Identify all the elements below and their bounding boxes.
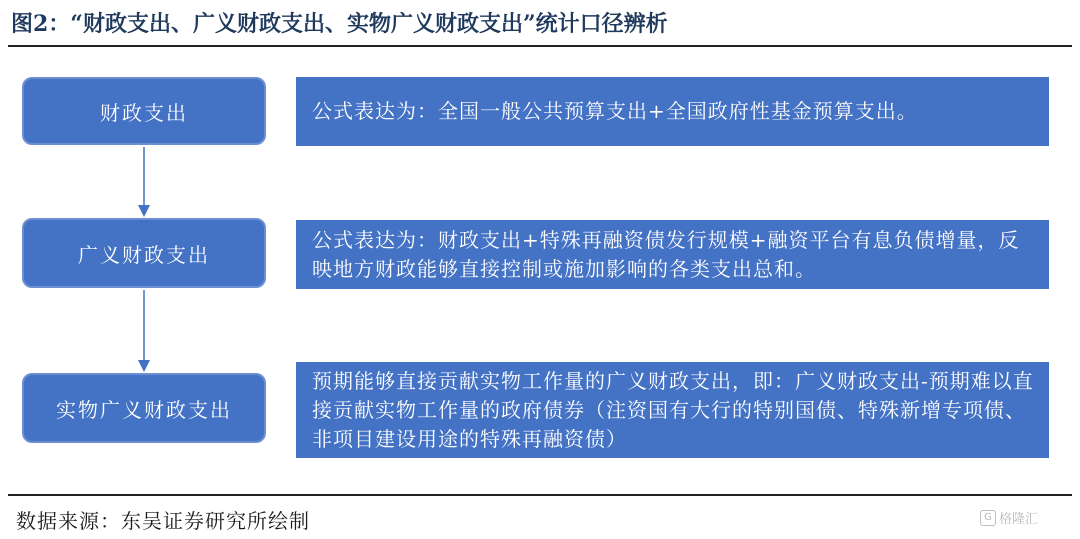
data-source: 数据来源：东吴证券研究所绘制 — [16, 509, 310, 533]
bottom-rule — [8, 494, 1072, 496]
figure-title: 图2：“财政支出、广义财政支出、实物广义财政支出”统计口径辨析 — [11, 11, 668, 37]
arrow-2 — [138, 290, 150, 372]
node-label: 广义财政支出 — [78, 242, 210, 267]
arrow-1 — [138, 147, 150, 217]
desc-text: 公式表达为：财政支出+特殊再融资债发行规模+融资平台有息负债增量，反映地方财政能够直接控制或施加影响的各类支出总和。 — [312, 227, 1020, 281]
desc-physical-broad-fiscal-spending — [296, 362, 1049, 458]
desc-text: 公式表达为：全国一般公共预算支出+全国政府性基金预算支出。 — [312, 99, 918, 123]
watermark — [980, 508, 1038, 527]
desc-text: 预期能够直接贡献实物工作量的广义财政支出，即：广义财政支出-预期难以直接贡献实物工作量的政府债券（注资国有大行的特别国债、特殊新增专项债、非项目建设用途的特殊再融资债） — [312, 368, 1034, 451]
watermark-text: 格隆汇 — [999, 512, 1039, 527]
node-label: 实物广义财政支出 — [56, 397, 232, 422]
desc-broad-fiscal-spending — [296, 220, 1049, 289]
node-label: 财政支出 — [100, 100, 188, 125]
desc-fiscal-spending — [296, 77, 1049, 146]
watermark-logo-icon: G — [980, 510, 996, 526]
